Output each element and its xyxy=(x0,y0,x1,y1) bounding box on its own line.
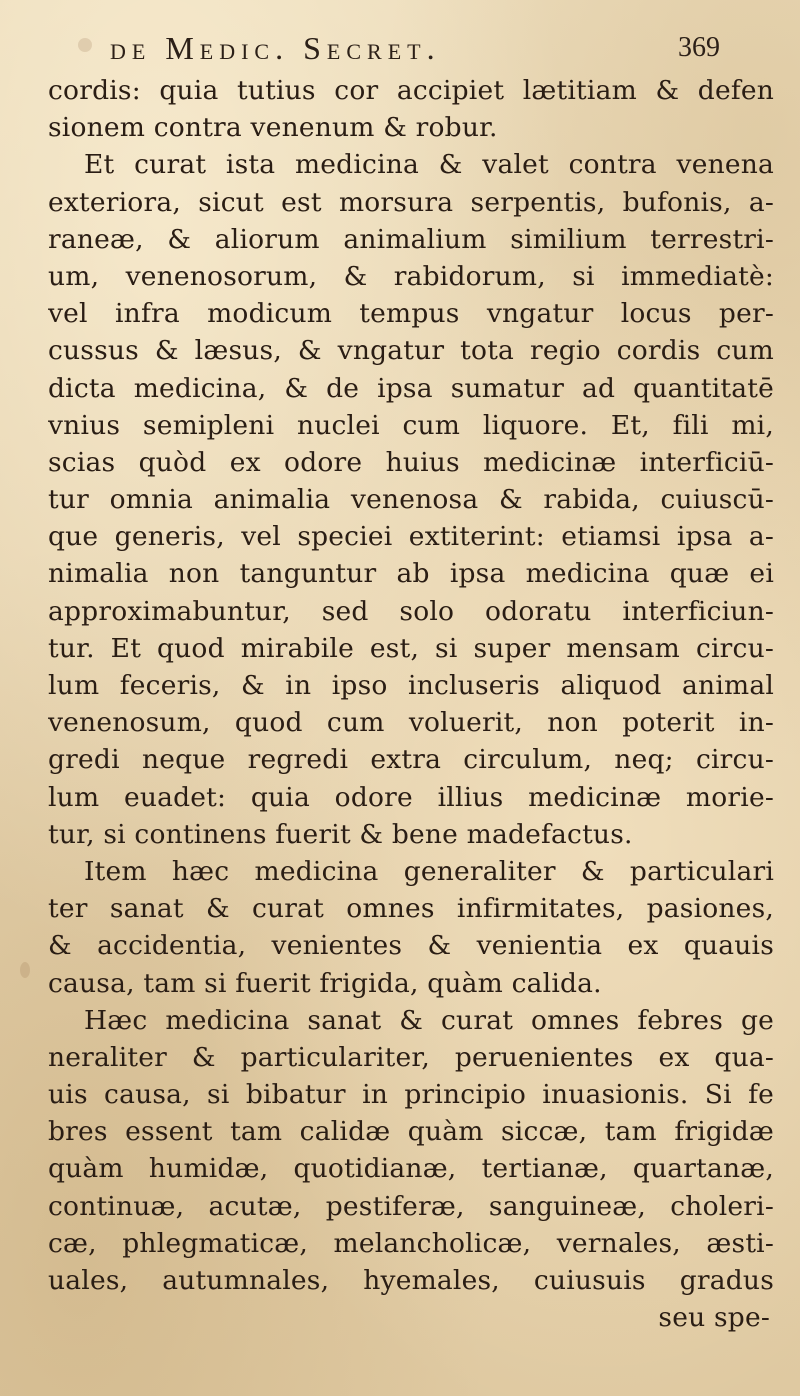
running-head: de Medic. Secret. xyxy=(110,30,441,66)
text-line: tur. Et quod mirabile est, si super mensam circu- xyxy=(48,632,774,664)
text-line: um, venenosorum, & rabidorum, si immediatè: xyxy=(48,260,774,292)
text-line: neraliter & particulariter, peruenientes ex qua- xyxy=(48,1041,774,1073)
text-line: causa, tam si fuerit frigida, quàm calida. xyxy=(48,967,602,999)
text-line: ter sanat & curat omnes infirmitates, pasiones, xyxy=(48,893,774,925)
text-line: vel infra modicum tempus vngatur locus per- xyxy=(48,298,774,330)
text-line: scias quòd ex odore huius medicinæ interficiū- xyxy=(48,446,774,478)
page-header xyxy=(70,30,730,70)
text-line: quàm humidæ, quotidianæ, tertianæ, quartanæ, xyxy=(48,1153,774,1185)
text-line: Item hæc medicina generaliter & particulari xyxy=(84,855,774,887)
text-line: tur omnia animalia venenosa & rabida, cuiuscū- xyxy=(48,484,774,516)
text-line: bres essent tam calidæ quàm siccæ, tam frigidæ xyxy=(48,1116,774,1148)
text-line: venenosum, quod cum voluerit, non poterit in- xyxy=(48,707,774,739)
catchword: seu spe- xyxy=(658,1302,770,1334)
text-line: approximabuntur, sed solo odoratu interficiun- xyxy=(48,595,774,627)
text-line: exteriora, sicut est morsura serpentis, bufonis, a- xyxy=(48,186,774,218)
text-line: vnius semipleni nuclei cum liquore. Et, fili mi, xyxy=(48,409,774,441)
text-line: gredi neque regredi extra circulum, neq; circu- xyxy=(48,744,774,776)
text-line: Hæc medicina sanat & curat omnes febres ge xyxy=(84,1004,774,1036)
text-line: raneæ, & aliorum animalium similium terrestri- xyxy=(48,223,774,255)
text-line: uales, autumnales, hyemales, cuiusuis gradus xyxy=(48,1265,774,1296)
text-line: continuæ, acutæ, pestiferæ, sanguineæ, choleri- xyxy=(48,1190,774,1222)
text-line: que generis, vel speciei extiterint: etiamsi ipsa a- xyxy=(48,521,774,553)
text-line: tur, si continens fuerit & bene madefactus. xyxy=(48,818,633,850)
body-text xyxy=(48,72,774,1336)
text-line: lum euadet: quia odore illius medicinæ morie- xyxy=(48,781,774,813)
text-line: cordis: quia tutius cor accipiet lætitiam & defen xyxy=(48,75,774,106)
ink-stain xyxy=(20,962,30,978)
text-line: dicta medicina, & de ipsa sumatur ad quantitatē xyxy=(48,372,774,404)
text-line: nimalia non tanguntur ab ipsa medicina quæ ei xyxy=(48,558,774,590)
text-line: cussus & læsus, & vngatur tota regio cordis cum xyxy=(48,335,774,367)
page-number: 369 xyxy=(678,32,720,63)
text-line: & accidentia, venientes & venientia ex quauis xyxy=(48,930,774,962)
text-line: cæ, phlegmaticæ, melancholicæ, vernales, æsti- xyxy=(48,1227,774,1259)
text-line: Et curat ista medicina & valet contra venena xyxy=(84,149,774,181)
text-line: lum feceris, & in ipso incluseris aliquod animal xyxy=(48,670,774,701)
text-line: sionem contra venenum & robur. xyxy=(48,112,498,144)
text-line: uis causa, si bibatur in principio inuasionis. Si fe xyxy=(48,1079,774,1111)
